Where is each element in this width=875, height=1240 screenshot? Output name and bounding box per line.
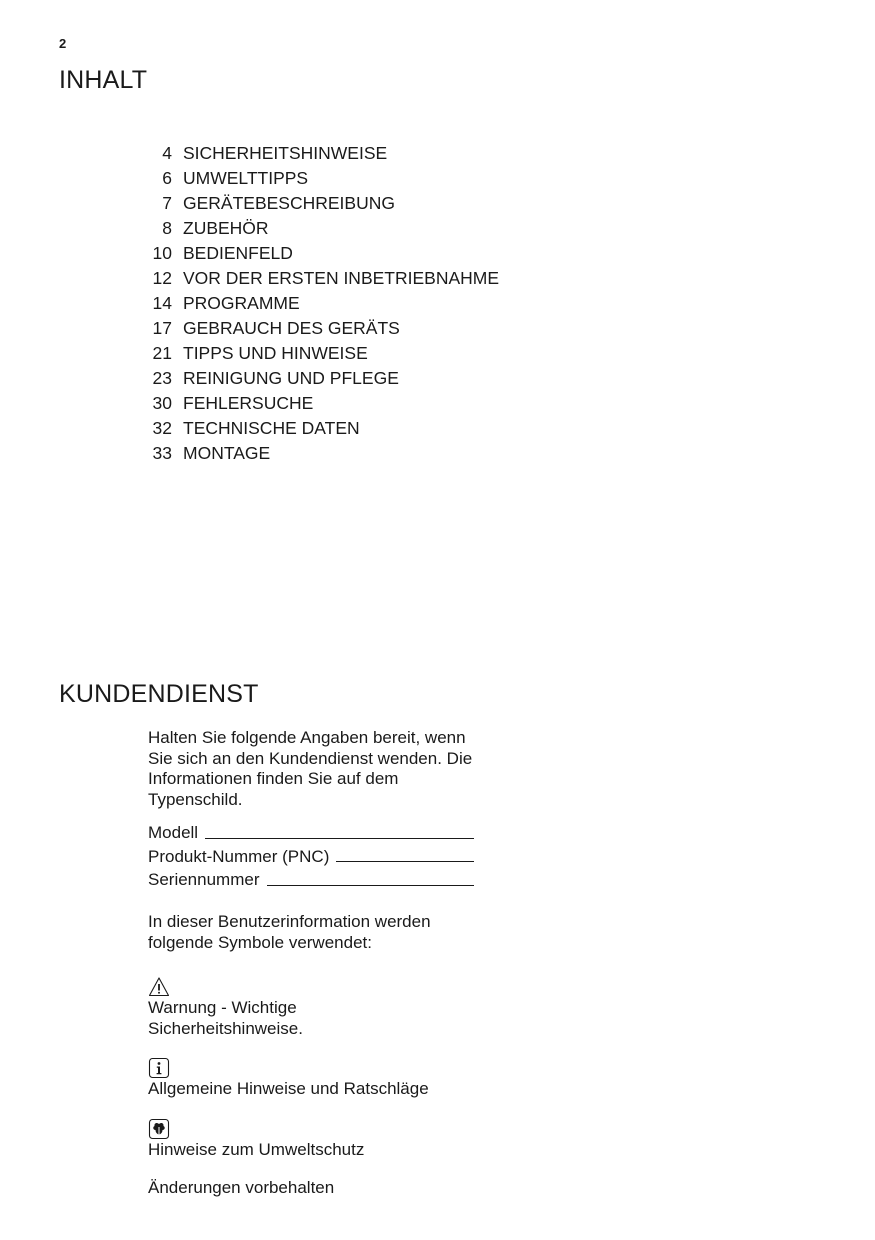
toc-label: PROGRAMME	[183, 293, 300, 313]
toc-page-number: 10	[152, 243, 172, 263]
toc-entry[interactable]	[140, 166, 499, 191]
toc-page-number: 33	[152, 443, 172, 463]
info-icon	[148, 1057, 170, 1079]
toc-label: MONTAGE	[183, 443, 271, 463]
toc-page-number: 8	[162, 218, 172, 238]
toc-entry[interactable]	[140, 366, 499, 391]
toc-title: INHALT	[59, 66, 148, 94]
toc-entry[interactable]	[140, 291, 499, 316]
toc-page-number: 4	[162, 143, 172, 163]
toc-label: TIPPS UND HINWEISE	[183, 343, 368, 363]
toc-page-number: 6	[162, 168, 172, 188]
serial-blank-line	[267, 885, 475, 886]
toc-entry[interactable]	[140, 416, 499, 441]
toc-label: SICHERHEITSHINWEISE	[183, 143, 388, 163]
environment-icon	[148, 1118, 170, 1140]
toc-label: UMWELTTIPPS	[183, 168, 309, 188]
toc-page-number: 32	[152, 418, 172, 438]
toc-page-number: 14	[152, 293, 172, 313]
pnc-blank-line	[336, 861, 474, 862]
info-text: Allgemeine Hinweise und Ratschläge	[148, 1079, 429, 1098]
serial-label: Seriennummer	[148, 870, 260, 889]
model-field	[148, 820, 474, 844]
warning-text: Warnung - Wichtige Sicherheitshinweise.	[148, 998, 303, 1038]
toc-entry[interactable]	[140, 141, 499, 166]
kundendienst-intro: Halten Sie folgende Angaben bereit, wenn Sie sich an den Kundendienst wenden. Die Informationen finden Sie auf dem Typenschild.	[148, 728, 473, 809]
toc-entry[interactable]	[140, 316, 499, 341]
toc-entry[interactable]	[140, 241, 499, 266]
changes-note: Änderungen vorbehalten	[148, 1178, 335, 1197]
environment-symbol-block	[148, 1118, 364, 1161]
toc-entry[interactable]	[140, 191, 499, 216]
toc-entry[interactable]	[140, 266, 499, 291]
model-label: Modell	[148, 823, 199, 842]
kundendienst-title: KUNDENDIENST	[59, 680, 259, 708]
toc-page-number: 7	[162, 193, 172, 213]
toc-page-number: 17	[152, 318, 172, 338]
serial-field	[148, 867, 474, 891]
toc-label: BEDIENFELD	[183, 243, 293, 263]
environment-text: Hinweise zum Umweltschutz	[148, 1140, 365, 1159]
pnc-field	[148, 844, 474, 868]
toc-label: TECHNISCHE DATEN	[183, 418, 360, 438]
page-number: 2	[59, 36, 67, 51]
toc-entry[interactable]	[140, 391, 499, 416]
model-blank-line	[205, 838, 474, 839]
toc-entry[interactable]	[140, 216, 499, 241]
toc-entry[interactable]	[140, 341, 499, 366]
toc-label: GERÄTEBESCHREIBUNG	[183, 193, 395, 213]
toc-label: VOR DER ERSTEN INBETRIEBNAHME	[183, 268, 500, 288]
table-of-contents	[140, 141, 499, 466]
toc-label: FEHLERSUCHE	[183, 393, 314, 413]
toc-page-number: 23	[152, 368, 172, 388]
symbols-intro: In dieser Benutzerinformation werden folgende Symbole verwendet:	[148, 912, 431, 952]
toc-label: REINIGUNG UND PFLEGE	[183, 368, 399, 388]
toc-page-number: 30	[152, 393, 172, 413]
toc-page-number: 12	[152, 268, 172, 288]
info-symbol-block	[148, 1057, 429, 1100]
warning-triangle-icon	[148, 976, 170, 998]
product-info-fields	[148, 820, 474, 891]
toc-label: ZUBEHÖR	[183, 218, 269, 238]
toc-entry[interactable]	[140, 441, 499, 466]
warning-symbol-block	[148, 976, 348, 1039]
pnc-label: Produkt-Nummer (PNC)	[148, 846, 330, 866]
toc-page-number: 21	[152, 343, 172, 363]
toc-label: GEBRAUCH DES GERÄTS	[183, 318, 400, 338]
